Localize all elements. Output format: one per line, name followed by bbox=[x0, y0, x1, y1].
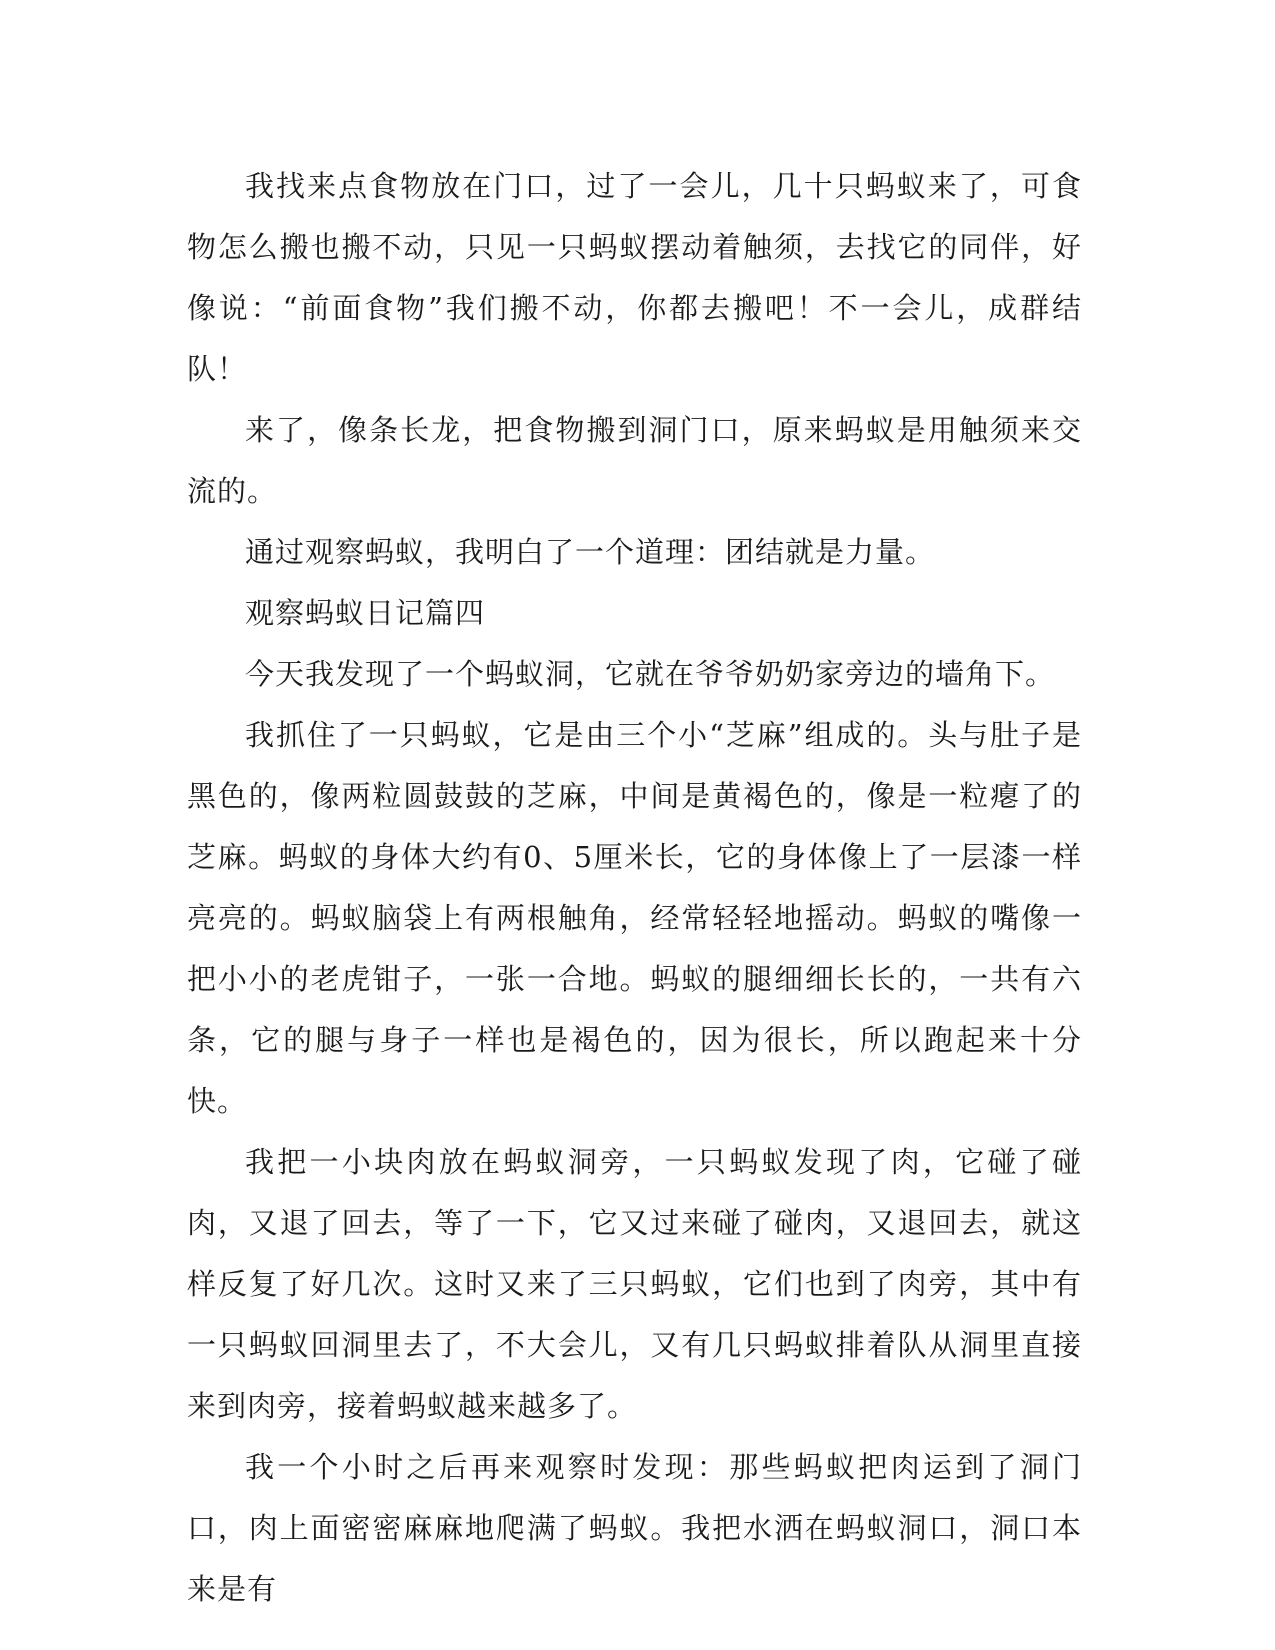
paragraph-ant-hole: 今天我发现了一个蚂蚁洞，它就在爷爷奶奶家旁边的墙角下。 bbox=[245, 657, 1056, 691]
paragraph-ant-description: 我抓住了一只蚂蚁，它是由三个小“芝麻”组成的。头与肚子是黑色的，像两粒圆鼓鼓的芝麻，中间是黄褐色的，像是一粒瘪了的芝麻。蚂蚁的身体大约有0、5厘米长，它的身体像上了一层漆一样亮亮的。蚂蚁脑袋上有两根触角，经常轻轻地摇动。蚂蚁的嘴像一把小小的老虎钳子，一张一合地。蚂蚁的腿细细长长的，一共有六条，它的腿与身子一样也是褐色的，因为很长，所以跑起来十分快。 bbox=[187, 718, 1082, 1118]
paragraph-food-at-door: 我找来点食物放在门口，过了一会儿，几十只蚂蚁来了，可食物怎么搬也搬不动，只见一只蚂蚁摆动着触须，去找它的同伴，好像说：“前面食物”我们搬不动，你都去搬吧！不一会儿，成群结队！ bbox=[187, 169, 1082, 386]
paragraph-unity-lesson: 通过观察蚂蚁，我明白了一个道理：团结就是力量。 bbox=[245, 535, 936, 569]
document-body bbox=[187, 156, 1082, 1620]
paragraph-hour-later: 我一个小时之后再来观察时发现：那些蚂蚁把肉运到了洞门口，肉上面密密麻麻地爬满了蚂蚁。我把水洒在蚂蚁洞口，洞口本来是有 bbox=[187, 1450, 1082, 1606]
section-heading: 观察蚂蚁日记篇四 bbox=[245, 596, 486, 630]
paragraph-long-dragon: 来了，像条长龙，把食物搬到洞门口，原来蚂蚁是用触须来交流的。 bbox=[187, 413, 1082, 508]
paragraph-meat-experiment: 我把一小块肉放在蚂蚁洞旁，一只蚂蚁发现了肉，它碰了碰肉，又退了回去，等了一下，它又过来碰了碰肉，又退回去，就这样反复了好几次。这时又来了三只蚂蚁，它们也到了肉旁，其中有一只蚂蚁回洞里去了，不大会儿，又有几只蚂蚁排着队从洞里直接来到肉旁，接着蚂蚁越来越多了。 bbox=[187, 1145, 1082, 1423]
